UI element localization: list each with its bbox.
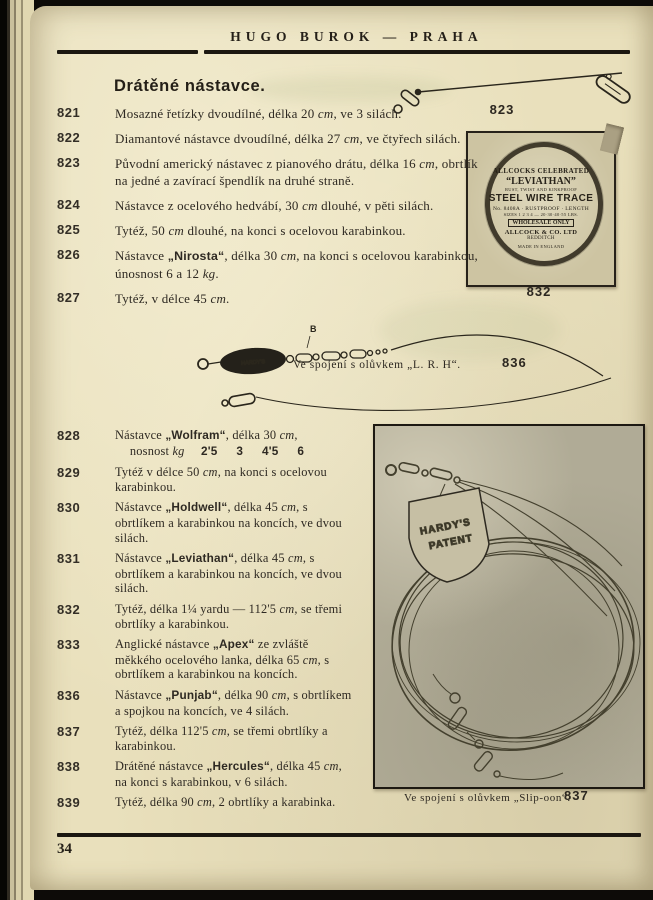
figure-837-caption: Ve spojení s olůvkem „Slip-oon“. <box>404 792 571 804</box>
figure-836-caption: Ve spojení s olůvkem „L. R. H“. <box>293 359 461 371</box>
wire-line <box>418 73 622 92</box>
description-text: cm <box>202 465 218 480</box>
description-text: Anglické nástavce <box>115 637 213 652</box>
description-text: cm <box>419 156 435 171</box>
description-text: Tytéž, délka 1¼ yardu — 112'5 <box>115 601 280 616</box>
description-text: , ve čtyřech silách. <box>359 131 461 146</box>
label-line: RUST, TWIST AND KINKPROOF <box>504 187 577 192</box>
description-text: Nástavce <box>115 248 168 263</box>
label-line: REDDITCH <box>527 236 555 241</box>
description-text: ze zvláště měkkého ocelového lanka, délka 65 <box>115 637 309 667</box>
label-line: No. 8408A · RUSTPROOF · LENGTH <box>492 206 590 212</box>
description-text: cm <box>317 106 334 121</box>
description-text: Tytéž, délka 90 <box>115 795 198 810</box>
item-number: 821 <box>57 105 81 120</box>
description-text: , délka 30 <box>225 428 280 442</box>
description-text: , délka 45 <box>269 759 324 774</box>
description-text: cm <box>343 131 360 146</box>
label-line: STEEL WIRE TRACE <box>488 193 594 204</box>
description-text: , ve 3 silách. <box>333 106 402 121</box>
item-description <box>115 688 357 718</box>
item-description <box>115 155 487 189</box>
description-text: cm <box>211 724 227 739</box>
product-name: „Hercules“ <box>206 760 270 774</box>
description-text: Nástavce <box>115 428 166 442</box>
tag-text-line2: PATENT <box>428 532 474 553</box>
description-text: cm <box>210 291 227 306</box>
description-text: , s obrtlíkem a spojkou na koncích, ve 4 silách. <box>115 687 352 718</box>
header-rule-right <box>204 50 630 54</box>
description-text: , s obrtlíkem a karabinkou na koncích, ve dvou silách. <box>115 551 342 596</box>
item-description <box>115 428 357 459</box>
description-text: . <box>226 291 230 306</box>
description-text: Nástavce z ocelového hedvábí, 30 <box>115 198 303 213</box>
catalog-item <box>57 602 357 631</box>
description-text: Nástavce <box>115 551 166 566</box>
description-text: kg <box>172 443 185 458</box>
description-text: , se třemi obrtlíky a karabinkou. <box>115 724 328 753</box>
catalog-item <box>57 688 357 718</box>
label-line: SIZES 1 2 3 4 — 20·30·40·55 LBS. <box>503 212 579 217</box>
description-text: Diamantové nástavce dvoudílné, délka 27 <box>115 131 344 146</box>
item-description <box>115 130 487 147</box>
item-number: 836 <box>57 687 81 703</box>
coiled-traces-drawing <box>375 426 639 783</box>
header-rule-left <box>57 50 198 54</box>
description-text: cm <box>279 428 295 442</box>
description-text: Tytéž v délce 50 <box>115 465 203 480</box>
description-text: cm <box>168 223 184 238</box>
catalog-item <box>57 551 357 596</box>
catalog-item <box>57 247 493 282</box>
figure-823-number: 823 <box>489 102 515 117</box>
item-number: 830 <box>57 500 81 516</box>
item-number: 827 <box>57 290 81 305</box>
description-text: , délka 45 <box>234 551 289 566</box>
label-line: “LEVIATHAN” <box>506 176 576 187</box>
catalog-item <box>57 724 357 753</box>
catalog-item <box>57 197 493 214</box>
item-number: 833 <box>57 637 81 653</box>
description-text: Původní americký nástavec z pianového drátu, délka 16 <box>115 156 420 171</box>
item-description <box>115 222 487 239</box>
item-description <box>115 247 487 282</box>
item-number: 829 <box>57 465 81 481</box>
page-number: 34 <box>57 841 72 857</box>
description-text: cm <box>271 687 287 702</box>
item-description <box>115 551 357 596</box>
product-name: 2'5 <box>201 444 218 458</box>
description-text: cm <box>288 551 303 566</box>
description-text: dlouhé, v pěti silách. <box>317 198 434 213</box>
item-number: 826 <box>57 247 81 262</box>
description-text: , na konci s ocelovou karabinkou, únosnost 6 a 12 <box>115 248 478 281</box>
catalog-item <box>57 759 357 789</box>
description-text: cm <box>197 795 213 810</box>
item-description <box>115 637 357 682</box>
description-text: Tytéž, v délce 45 <box>115 291 211 306</box>
description-text: cm <box>279 601 295 616</box>
item-description <box>115 724 357 753</box>
description-text: , na konci s karabinkou, v 6 silách. <box>115 759 342 789</box>
product-name: „Punjab“ <box>165 688 218 702</box>
hardys-patent-tag <box>409 488 489 582</box>
description-text: , 2 obrtlíky a karabinka. <box>212 795 336 810</box>
item-description <box>115 759 357 789</box>
product-name: „Apex“ <box>212 638 255 652</box>
product-name: „Nirosta“ <box>167 249 225 263</box>
item-description <box>115 500 357 545</box>
item-number: 837 <box>57 724 81 740</box>
description-text: cm <box>280 248 297 263</box>
description-text: , <box>294 428 298 442</box>
snap-link-icon <box>222 393 256 407</box>
description-text: Tytéž, délka 112'5 <box>115 724 212 739</box>
description-text: kg <box>202 266 216 281</box>
item-description <box>115 465 357 494</box>
top-hardware <box>386 462 460 483</box>
description-text: cm <box>281 500 297 515</box>
product-name: 6 <box>297 444 305 458</box>
description-text: , obrtlík na jedné a zavírací špendlík na druhé straně. <box>115 156 478 188</box>
product-name: 4'5 <box>261 444 279 458</box>
tag-text-line1: HARDY'S <box>419 516 472 538</box>
item-description <box>115 290 487 307</box>
item-description <box>115 197 487 214</box>
catalog-item <box>57 428 357 459</box>
catalog-item <box>57 130 493 147</box>
figure-837-number: 837 <box>564 788 589 803</box>
item-description <box>115 795 357 810</box>
product-name: „Leviathan“ <box>165 552 235 566</box>
description-text: Nástavce <box>115 687 166 702</box>
item-number: 824 <box>57 197 81 212</box>
catalog-item <box>57 222 493 239</box>
figure-836-number: 836 <box>502 355 527 370</box>
item-number: 832 <box>57 601 81 617</box>
description-text: dlouhé, na konci s ocelovou karabinkou. <box>184 223 406 238</box>
description-text: , na konci s ocelovou karabinkou. <box>115 465 327 494</box>
item-number: 831 <box>57 551 81 567</box>
lead-label: HARDY'S <box>240 359 266 367</box>
wholesale-only-text: WHOLESALE ONLY <box>508 219 573 227</box>
catalog-item <box>57 105 493 122</box>
catalog-item <box>57 465 357 494</box>
item-number: 828 <box>57 428 81 443</box>
description-text: . <box>215 266 219 281</box>
item-list-bottom <box>57 428 357 816</box>
page-header: HUGO BUROK — PRAHA <box>230 29 483 44</box>
description-text: Nástavce <box>115 500 166 515</box>
item-number: 823 <box>57 155 81 170</box>
description-text: cm <box>302 198 318 213</box>
description-text: cm <box>323 759 339 774</box>
marker-b: B <box>310 324 317 334</box>
catalog-item <box>57 500 357 545</box>
label-line: ALLCOCK & CO. LTD <box>504 229 578 236</box>
description-text: , se třemi obrtlíky a karabinkou. <box>115 601 343 631</box>
lower-wire <box>256 378 611 410</box>
catalog-item <box>57 155 493 189</box>
description-text: , s obrtlíkem a karabinkou na koncích. <box>115 652 330 682</box>
item-description <box>115 602 357 631</box>
catalog-item <box>57 637 357 682</box>
catalog-item <box>57 795 357 810</box>
item-number: 838 <box>57 759 81 775</box>
figure-832-number: 832 <box>526 284 552 299</box>
product-name: 3 <box>236 444 244 458</box>
item-list-top <box>57 105 493 315</box>
label-line: ALLCOCKS CELEBRATED <box>492 167 590 175</box>
item-number: 825 <box>57 222 81 237</box>
label-line: MADE IN ENGLAND <box>517 244 565 249</box>
lead-weight <box>219 346 287 377</box>
description-text: Mosazné řetízky dvoudílné, délka 20 <box>115 106 318 121</box>
item-number: 839 <box>57 795 81 811</box>
description-text: Drátěné nástavce <box>115 759 207 774</box>
fig-837-coiled-traces-photo <box>373 424 645 789</box>
description-text: Tytéž, 50 <box>115 223 169 238</box>
product-name: „Holdwell“ <box>165 501 228 515</box>
catalog-item <box>57 290 493 307</box>
loop-icon <box>198 359 208 369</box>
item-number: 822 <box>57 130 81 145</box>
item-description <box>115 105 487 122</box>
page-title: Drátěné nástavce. <box>114 77 266 95</box>
description-text: nosnost <box>129 443 173 458</box>
description-text: , délka 30 <box>224 248 281 263</box>
description-text: , délka 90 <box>217 687 272 702</box>
description-text: cm <box>302 652 318 667</box>
bottom-swivels <box>433 674 563 780</box>
footer-rule <box>57 833 641 837</box>
product-name: „Wolfram“ <box>165 429 226 442</box>
description-text: , délka 45 <box>227 500 282 515</box>
description-text: , s obrtlíkem a karabinkou na koncích, ve dvou silách. <box>115 500 342 545</box>
